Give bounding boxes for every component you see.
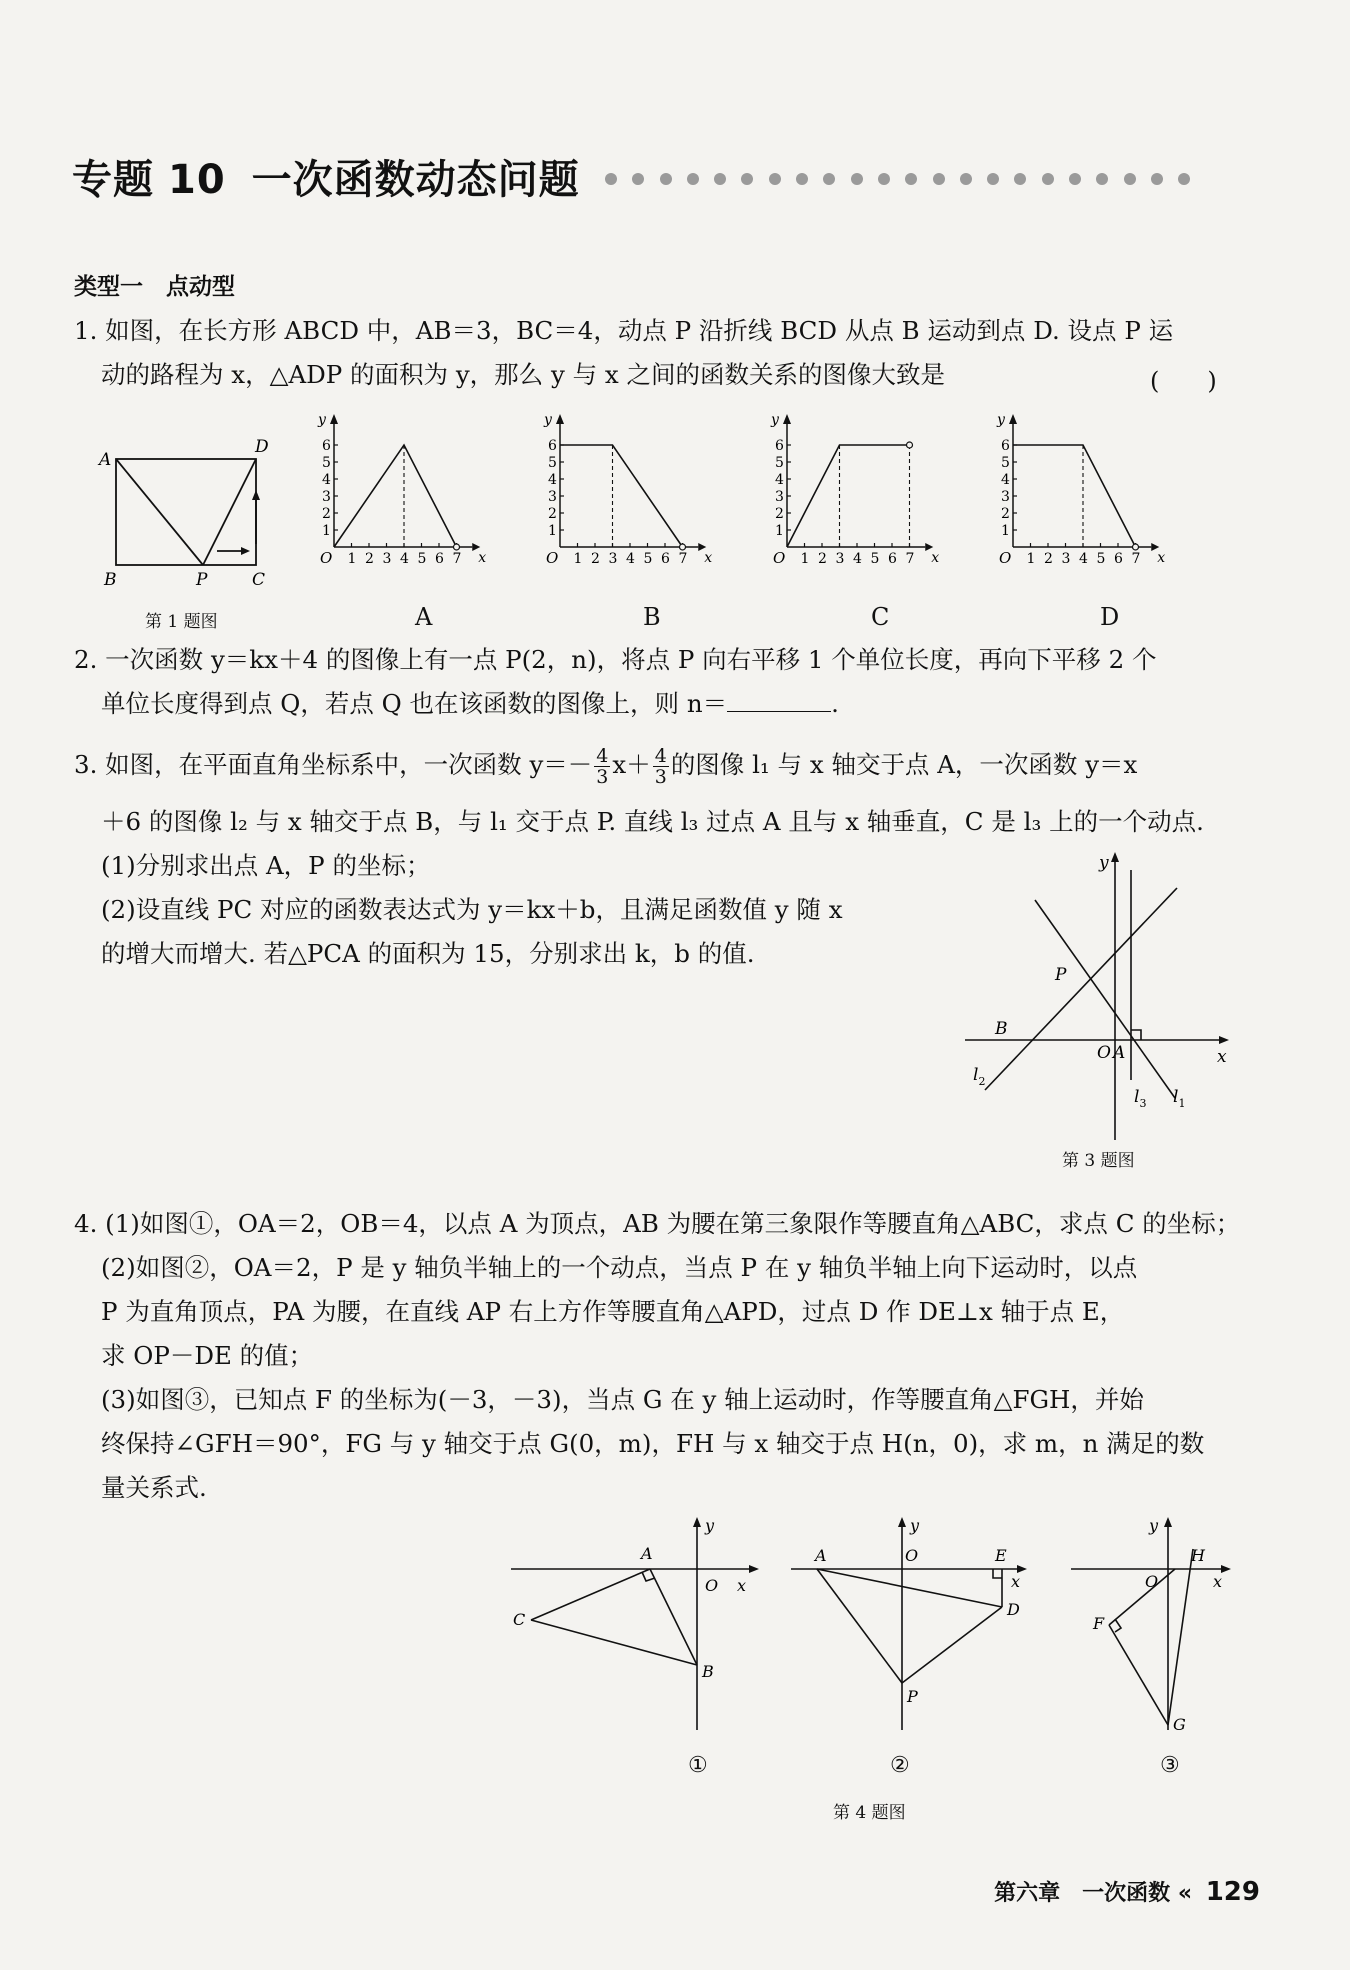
y-tick-label: 6: [548, 438, 557, 454]
fig3-l2-label: $l_2$: [973, 1065, 986, 1088]
fig4-number-1: ①: [688, 1753, 708, 1778]
question-2: 2. 一次函数 y＝kx＋4 的图像上有一点 P(2，n)，将点 P 向右平移 1 个单位长度，再向下平移 2 个 单位长度得到点 Q，若点 Q 也在该函数的图像上，则 n＝ .: [74, 645, 1157, 718]
fig4-number-3: ③: [1160, 1753, 1180, 1778]
x-tick-label: 3: [608, 551, 618, 567]
question-3: 3. 如图，在平面直角坐标系中，一次函数 y＝－ $\frac{4}{3}$ x＋ $\frac{4}{3}$ 的图像 l₁ 与 x 轴交于点 A，一次函数 y＝x: [74, 745, 1138, 788]
origin-label: O: [546, 549, 559, 567]
y-tick-label: 2: [1001, 506, 1010, 522]
y-tick-label: 4: [548, 472, 557, 488]
svg-text:A: A: [641, 1544, 653, 1563]
x-tick-label: 2: [365, 551, 374, 567]
x-tick-label: 5: [417, 551, 427, 567]
fig4-caption: 第 4 题图: [833, 1803, 906, 1823]
x-tick-label: 4: [853, 551, 862, 567]
option-graph-d: [991, 400, 1191, 570]
x-axis-label: x: [931, 550, 940, 566]
x-tick-label: 6: [1114, 551, 1123, 567]
fig3-y-label: y: [1099, 853, 1109, 873]
y-axis-arrow: [1009, 414, 1017, 424]
x-tick-label: 2: [1044, 551, 1053, 567]
open-endpoint: [1133, 544, 1139, 550]
fig3-b-label: B: [995, 1019, 1008, 1039]
x-tick-label: 7: [1131, 551, 1141, 567]
x-tick-label: 1: [573, 551, 583, 567]
svg-text:y: y: [910, 1516, 920, 1535]
svg-text:B: B: [702, 1662, 714, 1681]
option-graph-a: [312, 400, 512, 570]
svg-text:F: F: [1093, 1614, 1105, 1633]
fig3-origin-label: O: [1097, 1043, 1111, 1063]
x-tick-label: 6: [435, 551, 444, 567]
fig3-x-label: x: [1217, 1047, 1227, 1067]
x-tick-label: 3: [382, 551, 392, 567]
x-tick-label: 4: [626, 551, 635, 567]
fig3-caption: 第 3 题图: [1062, 1151, 1135, 1171]
x-axis-label: x: [1157, 550, 1166, 566]
page-title: 专题 10 一次函数动态问题: [72, 157, 580, 203]
option-graph-b: [538, 400, 738, 570]
svg-text:x: x: [1011, 1572, 1021, 1591]
fig1-label-b: B: [104, 570, 117, 590]
option-graph-c: [765, 400, 965, 570]
x-tick-label: 1: [800, 551, 810, 567]
x-tick-label: 5: [643, 551, 653, 567]
x-tick-label: 3: [1061, 551, 1071, 567]
svg-text:E: E: [995, 1546, 1007, 1565]
y-axis-label: y: [771, 412, 779, 428]
svg-text:O: O: [1145, 1572, 1159, 1591]
chevron-left-icon: «: [1177, 1881, 1193, 1906]
option-c-curve: [787, 445, 910, 547]
option-b-curve: [560, 445, 683, 547]
x-tick-label: 4: [400, 551, 409, 567]
y-tick-label: 1: [1001, 523, 1010, 539]
svg-text:O: O: [705, 1576, 719, 1595]
origin-label: O: [999, 549, 1012, 567]
y-tick-label: 3: [1001, 489, 1010, 505]
origin-label: O: [320, 549, 333, 567]
y-axis-label: y: [997, 412, 1005, 428]
option-a-curve: [334, 445, 457, 547]
option-letter-b: B: [643, 603, 661, 631]
open-endpoint: [454, 544, 460, 550]
x-tick-label: 7: [678, 551, 688, 567]
y-tick-label: 6: [775, 438, 784, 454]
x-tick-label: 7: [905, 551, 915, 567]
svg-text:P: P: [907, 1687, 918, 1706]
x-tick-label: 1: [1026, 551, 1036, 567]
fig1-label-c: C: [252, 570, 266, 590]
y-tick-label: 2: [548, 506, 557, 522]
svg-text:x: x: [1213, 1572, 1223, 1591]
y-axis-label: y: [544, 412, 552, 428]
section-heading: 类型一 点动型: [74, 274, 235, 300]
page-number: 129: [1205, 1877, 1260, 1907]
svg-text:y: y: [705, 1516, 715, 1535]
svg-text:H: H: [1191, 1546, 1205, 1565]
x-tick-label: 2: [818, 551, 827, 567]
y-tick-label: 5: [775, 455, 784, 471]
q4-figure-2: [785, 1515, 1025, 1735]
option-d-curve: [1013, 445, 1136, 547]
fig1-label-a: A: [99, 450, 112, 470]
svg-text:x: x: [737, 1576, 747, 1595]
fig3-l1-label: $l_1$: [1173, 1087, 1186, 1110]
y-tick-label: 3: [775, 489, 784, 505]
y-axis-arrow: [330, 414, 338, 424]
y-tick-label: 1: [322, 523, 331, 539]
fig4-number-2: ②: [890, 1753, 910, 1778]
x-tick-label: 5: [1096, 551, 1106, 567]
x-tick-label: 6: [661, 551, 670, 567]
x-axis-label: x: [478, 550, 487, 566]
x-axis-label: x: [704, 550, 713, 566]
y-tick-label: 4: [775, 472, 784, 488]
x-tick-label: 2: [591, 551, 600, 567]
fraction-4-3-b: $\frac{4}{3}$: [654, 745, 667, 788]
question-3-body: ＋6 的图像 l₂ 与 x 轴交于点 B，与 l₁ 交于点 P. 直线 l₃ 过点 A 且与 x 轴垂直，C 是 l₃ 上的一个动点. (1)分别求出点 A，P 的坐标； (2)设直线 PC 对应的函数表达式为 y＝kx＋b，且满足函数值 y 随 x 的增大而增大. 若△PCA 的面积为 15，分别求出 k，b 的值.: [101, 807, 1204, 968]
y-tick-label: 2: [775, 506, 784, 522]
question-4: 4. (1)如图①，OA＝2，OB＝4，以点 A 为顶点，AB 为腰在第三象限作等腰直角△ABC，求点 C 的坐标； (2)如图②，OA＝2，P 是 y 轴负半轴上的一个动点，当点 P 在 y 轴负半轴上向下运动时，以点 P 为直角顶点，PA 为腰，在直线 AP 右上方作等腰直角△APD，过点 D 作 DE⊥x 轴于点 E， 求 OP－DE 的值； (3)如图③，已知点 F 的坐标为(－3，－3)，当点 G 在 y 轴上运动时，作等腰直角△FGH，并始 终保持∠GFH＝90°，FG 与 y 轴交于点 G(0，m)，FH 与 x 轴交于点 H(n，0)，求 m，n 满足的数 量关系式.: [74, 1209, 1241, 1502]
y-tick-label: 5: [1001, 455, 1010, 471]
y-tick-label: 1: [548, 523, 557, 539]
origin-label: O: [773, 549, 786, 567]
y-tick-label: 4: [322, 472, 331, 488]
q4-figure-3: [1065, 1515, 1265, 1735]
fraction-4-3: $\frac{4}{3}$: [596, 745, 609, 788]
answer-bracket: ( ): [1150, 367, 1217, 395]
x-tick-label: 4: [1079, 551, 1088, 567]
fig3-p-label: P: [1055, 965, 1067, 985]
y-tick-label: 3: [322, 489, 331, 505]
q4-figure-1: [505, 1515, 755, 1735]
option-letter-c: C: [871, 603, 890, 631]
svg-text:y: y: [1149, 1516, 1159, 1535]
y-tick-label: 1: [775, 523, 784, 539]
y-tick-label: 4: [1001, 472, 1010, 488]
option-letter-d: D: [1100, 603, 1120, 631]
open-endpoint: [907, 442, 913, 448]
x-tick-label: 7: [452, 551, 462, 567]
page-footer: 第六章 一次函数 « 129: [994, 1877, 1260, 1907]
y-tick-label: 5: [548, 455, 557, 471]
x-tick-label: 1: [347, 551, 357, 567]
fig1-label-d: D: [255, 437, 269, 457]
x-tick-label: 5: [870, 551, 880, 567]
fig3-l3-label: $l_3$: [1134, 1087, 1147, 1110]
option-letter-a: A: [415, 603, 433, 631]
svg-text:C: C: [513, 1610, 526, 1629]
open-endpoint: [680, 544, 686, 550]
svg-text:A: A: [815, 1546, 827, 1565]
y-tick-label: 5: [322, 455, 331, 471]
y-axis-label: y: [318, 412, 326, 428]
svg-text:D: D: [1007, 1600, 1020, 1619]
q1-rectangle-figure: [95, 438, 295, 588]
svg-text:G: G: [1173, 1715, 1186, 1734]
fig1-label-p: P: [196, 570, 208, 590]
question-1: 1. 如图，在长方形 ABCD 中，AB＝3，BC＝4，动点 P 沿折线 BCD 从点 B 运动到点 D. 设点 P 运 动的路程为 x，△ADP 的面积为 y，那么 y 与 x 之间的函数关系的图像大致是: [74, 316, 1174, 389]
q3-coordinate-figure: [955, 850, 1235, 1140]
y-tick-label: 3: [548, 489, 557, 505]
y-axis-arrow: [783, 414, 791, 424]
svg-text:O: O: [905, 1546, 919, 1565]
y-tick-label: 2: [322, 506, 331, 522]
x-tick-label: 6: [888, 551, 897, 567]
x-tick-label: 3: [835, 551, 845, 567]
y-tick-label: 6: [1001, 438, 1010, 454]
y-tick-label: 6: [322, 438, 331, 454]
title-dot-rule: [605, 170, 1225, 184]
answer-blank[interactable]: [727, 710, 831, 712]
fig3-a-label: A: [1113, 1043, 1126, 1063]
fig1-caption: 第 1 题图: [145, 612, 218, 632]
y-axis-arrow: [556, 414, 564, 424]
